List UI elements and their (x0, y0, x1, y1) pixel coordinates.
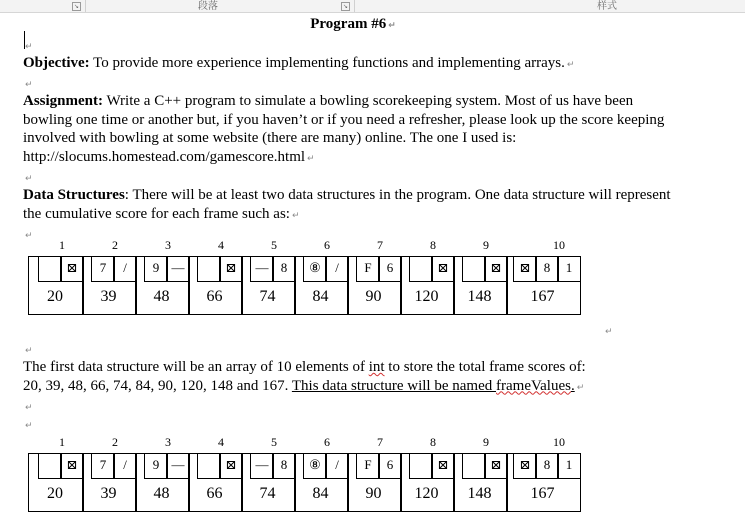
roll-mark: / (335, 260, 339, 275)
frame-total: 20 (47, 485, 63, 502)
assignment-paragraph: Assignment: Write a C++ program to simulate a bowling scorekeeping system. Most of us have been bowling one time or another but, if you haven’t or if you need a refresher, please look up the score keeping involved with bowling at some website (there are many) online. The one I used is: http://slocums.homestead.com/gamescore.html ↵ (23, 93, 665, 165)
roll-mark: 9 (152, 260, 160, 275)
roll-mark: — (171, 260, 185, 275)
paragraph-launcher-icon[interactable]: ↘ (73, 3, 80, 10)
roll-mark: 6 (386, 260, 394, 275)
frame-number: 7 (377, 435, 383, 449)
frame-number: 4 (218, 238, 224, 252)
roll-mark: 7 (99, 260, 107, 275)
style-group-label: 样式 (597, 1, 617, 12)
paragraph-mark-icon: ↵ (25, 231, 33, 241)
frame-total: 167 (530, 288, 555, 305)
roll-mark: 9 (152, 457, 160, 472)
ribbon-separator (354, 0, 355, 12)
font-launcher-icon[interactable]: ↘ (342, 3, 349, 10)
frame-number: 5 (271, 435, 277, 449)
frame-total: 48 (153, 485, 170, 502)
roll-mark: / (123, 457, 127, 472)
paragraph-mark-icon: ↵ (25, 174, 33, 184)
frame-number: 1 (59, 435, 65, 449)
roll-box (409, 256, 433, 282)
frame-total: 120 (414, 485, 439, 502)
objective-paragraph: Objective: To provide more experience implementing functions and implementing arrays. ↵ (23, 54, 575, 71)
frame-total: 84 (312, 288, 329, 305)
roll-mark: ⊠ (519, 457, 531, 472)
roll-mark: / (123, 260, 127, 275)
frame-total: 48 (153, 288, 170, 305)
frame-number: 2 (112, 435, 118, 449)
roll-mark: 8 (280, 260, 288, 275)
data-structures-paragraph: Data Structures: There will be at least two data structures in the program. One data structure will represent the cumulative score for each frame such as: ↵ (23, 187, 671, 222)
paragraph-mark-icon: ↵ (566, 59, 575, 70)
roll-mark: ⑧ (309, 260, 321, 275)
paragraph-mark-icon: ↵ (25, 41, 33, 52)
roll-mark: — (171, 457, 185, 472)
frame-total: 120 (414, 288, 439, 305)
roll-box (409, 453, 433, 479)
paragraph-mark-icon: ↵ (307, 153, 315, 164)
roll-mark: 1 (565, 260, 573, 275)
frame-total: 84 (312, 485, 329, 502)
roll-mark: ⊠ (490, 457, 502, 472)
frame-number: 8 (430, 435, 436, 449)
frame-number: 9 (483, 435, 489, 449)
frame-number: 4 (218, 435, 224, 449)
frame-total: 148 (467, 288, 492, 305)
frame-number: 8 (430, 238, 436, 252)
frame-number: 6 (324, 238, 330, 252)
scorecard-bottom (0, 435, 745, 515)
document-body[interactable] (23, 12, 683, 243)
frame-number: 3 (165, 435, 171, 449)
page-title: Program #6 ↵ (310, 16, 396, 32)
paragraph-mark-icon: ↵ (25, 421, 33, 431)
roll-mark: — (255, 457, 269, 472)
paragraph-group-label: 段落 (198, 1, 218, 12)
roll-mark: — (255, 260, 269, 275)
frame-total: 20 (47, 288, 63, 305)
roll-mark: / (335, 457, 339, 472)
frame-number: 9 (483, 238, 489, 252)
frame-total: 39 (100, 485, 117, 502)
frame-number: 10 (553, 238, 565, 252)
roll-mark: 6 (386, 457, 394, 472)
ribbon-separator (85, 0, 86, 12)
roll-mark: ⊠ (437, 260, 449, 275)
roll-mark: ⊠ (519, 260, 531, 275)
roll-mark: 1 (565, 457, 573, 472)
frame-total: 167 (530, 485, 555, 502)
roll-box (462, 256, 486, 282)
frame-total: 74 (259, 288, 276, 305)
frame-number: 1 (59, 238, 65, 252)
paragraph-mark-icon: ↵ (291, 210, 300, 221)
frame-number: 5 (271, 238, 277, 252)
roll-box (462, 453, 486, 479)
frame-total: 90 (365, 485, 382, 502)
frame-number: 6 (324, 435, 330, 449)
frame-total: 90 (365, 288, 382, 305)
frame-number: 3 (165, 238, 171, 252)
paragraph-mark-icon: ↵ (388, 21, 396, 31)
frame-total: 66 (206, 485, 223, 502)
roll-mark: 8 (543, 260, 551, 275)
frame-number: 10 (553, 435, 565, 449)
roll-mark: F (364, 260, 372, 275)
frame-total: 66 (206, 288, 223, 305)
paragraph-mark-icon: ↵ (605, 327, 613, 337)
frame-total: 39 (100, 288, 117, 305)
roll-mark: ⊠ (490, 260, 502, 275)
paragraph-mark-icon: ↵ (25, 346, 33, 356)
roll-box (197, 256, 221, 282)
paragraph-mark-icon: ↵ (576, 382, 585, 393)
roll-mark: ⊠ (66, 457, 78, 472)
roll-mark: ⊠ (66, 260, 78, 275)
frame-total: 74 (259, 485, 276, 502)
roll-mark: F (364, 457, 372, 472)
roll-mark: 7 (99, 457, 107, 472)
scorecard-top (0, 238, 745, 318)
roll-mark: ⊠ (225, 457, 237, 472)
frame-number: 2 (112, 238, 118, 252)
roll-box (38, 256, 62, 282)
roll-mark: 8 (280, 457, 288, 472)
paragraph-mark-icon: ↵ (25, 403, 33, 413)
paragraph-mark-icon: ↵ (25, 80, 33, 90)
roll-mark: ⊠ (225, 260, 237, 275)
frame-total: 148 (467, 485, 492, 502)
roll-mark: ⑧ (309, 457, 321, 472)
roll-box (197, 453, 221, 479)
roll-box (38, 453, 62, 479)
frame-number: 7 (377, 238, 383, 252)
roll-mark: ⊠ (437, 457, 449, 472)
roll-mark: 8 (543, 457, 551, 472)
array-paragraph: The first data structure will be an array of 10 elements of int to store the total frame scores of: 20, 39, 48, 66, 74, 84, 90, 120, 148 and 167. This data structure will be named frameValues. ↵ (23, 359, 586, 394)
document-body-lower[interactable] (23, 340, 683, 433)
